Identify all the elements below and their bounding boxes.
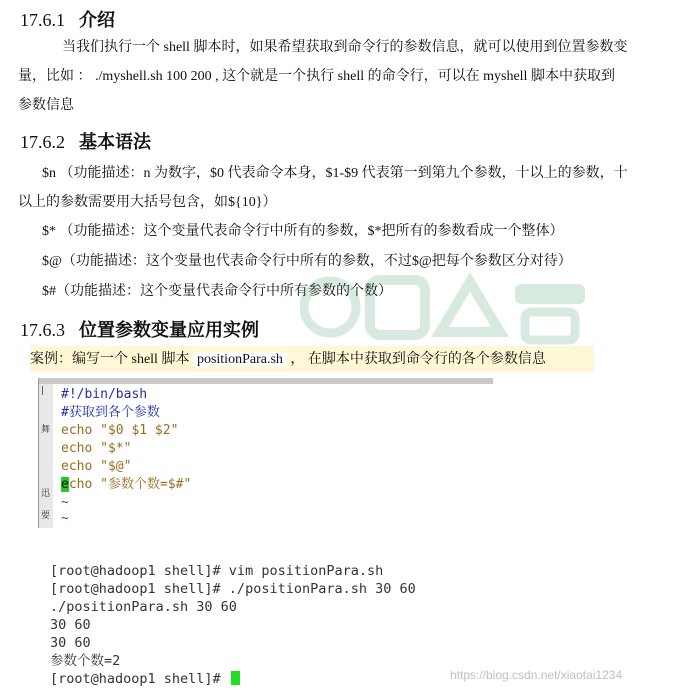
code-line-6	[61, 476, 191, 494]
section-number: 17.6.2	[20, 132, 65, 152]
section-title: 位置参数变量应用实例	[79, 320, 259, 340]
section-title: 基本语法	[79, 132, 151, 152]
gutter-mark: 舞	[41, 425, 51, 435]
gutter-mark: 要	[41, 511, 51, 521]
code-line-1: #!/bin/bash	[61, 387, 148, 402]
terminal-line: 30 60	[50, 635, 91, 651]
code-line-6-rest: cho "参数个数=$#"	[68, 477, 192, 492]
terminal-line: 参数个数=2	[50, 653, 121, 669]
empty-line-marker: ~	[61, 495, 69, 510]
editor-gutter	[39, 384, 53, 528]
code-line-4: echo "$*"	[61, 441, 132, 456]
terminal-line: [root@hadoop1 shell]# vim positionPara.sh	[50, 563, 384, 579]
code-line-3: echo "$0 $1 $2"	[61, 423, 179, 438]
terminal-line: 30 60	[50, 617, 91, 633]
intro-paragraph-line3: 参数信息	[18, 98, 74, 113]
section-heading-syntax	[20, 128, 151, 154]
editor-topbar	[39, 378, 493, 384]
code-line-5: echo "$@"	[61, 459, 132, 474]
watermark-logo	[300, 262, 600, 352]
code-line-2: #获取到各个参数	[61, 405, 160, 420]
case-description	[30, 346, 594, 372]
section-title: 介绍	[79, 10, 115, 30]
section-heading-intro	[20, 6, 115, 32]
syntax-star: $* （功能描述：这个变量代表命令行中所有的参数，$*把所有的参数看成一个整体）	[42, 224, 564, 239]
intro-paragraph-line2: 量，比如 ： ./myshell.sh 100 200 , 这个就是一个执行 shell 的命令行，可以在 myshell 脚本中获取到	[18, 69, 615, 84]
section-number: 17.6.3	[20, 320, 65, 340]
source-credit: https://blog.csdn.net/xiaotai1234	[450, 668, 623, 682]
empty-line-marker: ~	[61, 511, 69, 526]
terminal-line: [root@hadoop1 shell]# ./positionPara.sh 30 60	[50, 581, 416, 597]
gutter-mark: |	[41, 386, 45, 396]
case-script-name: positionPara.sh	[193, 352, 287, 367]
syntax-at: $@（功能描述：这个变量也代表命令行中所有的参数，不过$@把每个参数区分对待）	[42, 254, 572, 269]
terminal-prompt-line	[50, 670, 240, 688]
terminal-line: ./positionPara.sh 30 60	[50, 599, 237, 615]
vim-editor	[38, 378, 493, 528]
syntax-n-line2: 以上的参数需要用大括号包含，如${10}）	[18, 195, 277, 210]
terminal-cursor	[231, 671, 240, 685]
syntax-n-line1: $n （功能描述：n 为数字，$0 代表命令本身，$1-$9 代表第一到第九个参数，十以上的参数，十	[42, 166, 628, 181]
terminal-prompt: [root@hadoop1 shell]#	[50, 671, 229, 687]
section-heading-example	[20, 316, 259, 342]
syntax-hash: $#（功能描述：这个变量代表命令行中所有参数的个数）	[42, 284, 392, 299]
editor-cursor: e	[61, 477, 69, 492]
case-prefix: 案例：编写一个 shell 脚本	[30, 352, 193, 367]
intro-paragraph-line1: 当我们执行一个 shell 脚本时，如果希望获取到命令行的参数信息，就可以使用到位置参数变	[62, 40, 628, 55]
case-suffix: ， 在脚本中获取到命令行的各个参数信息	[286, 352, 546, 367]
section-number: 17.6.1	[20, 10, 65, 30]
gutter-mark: 迅	[41, 489, 51, 499]
